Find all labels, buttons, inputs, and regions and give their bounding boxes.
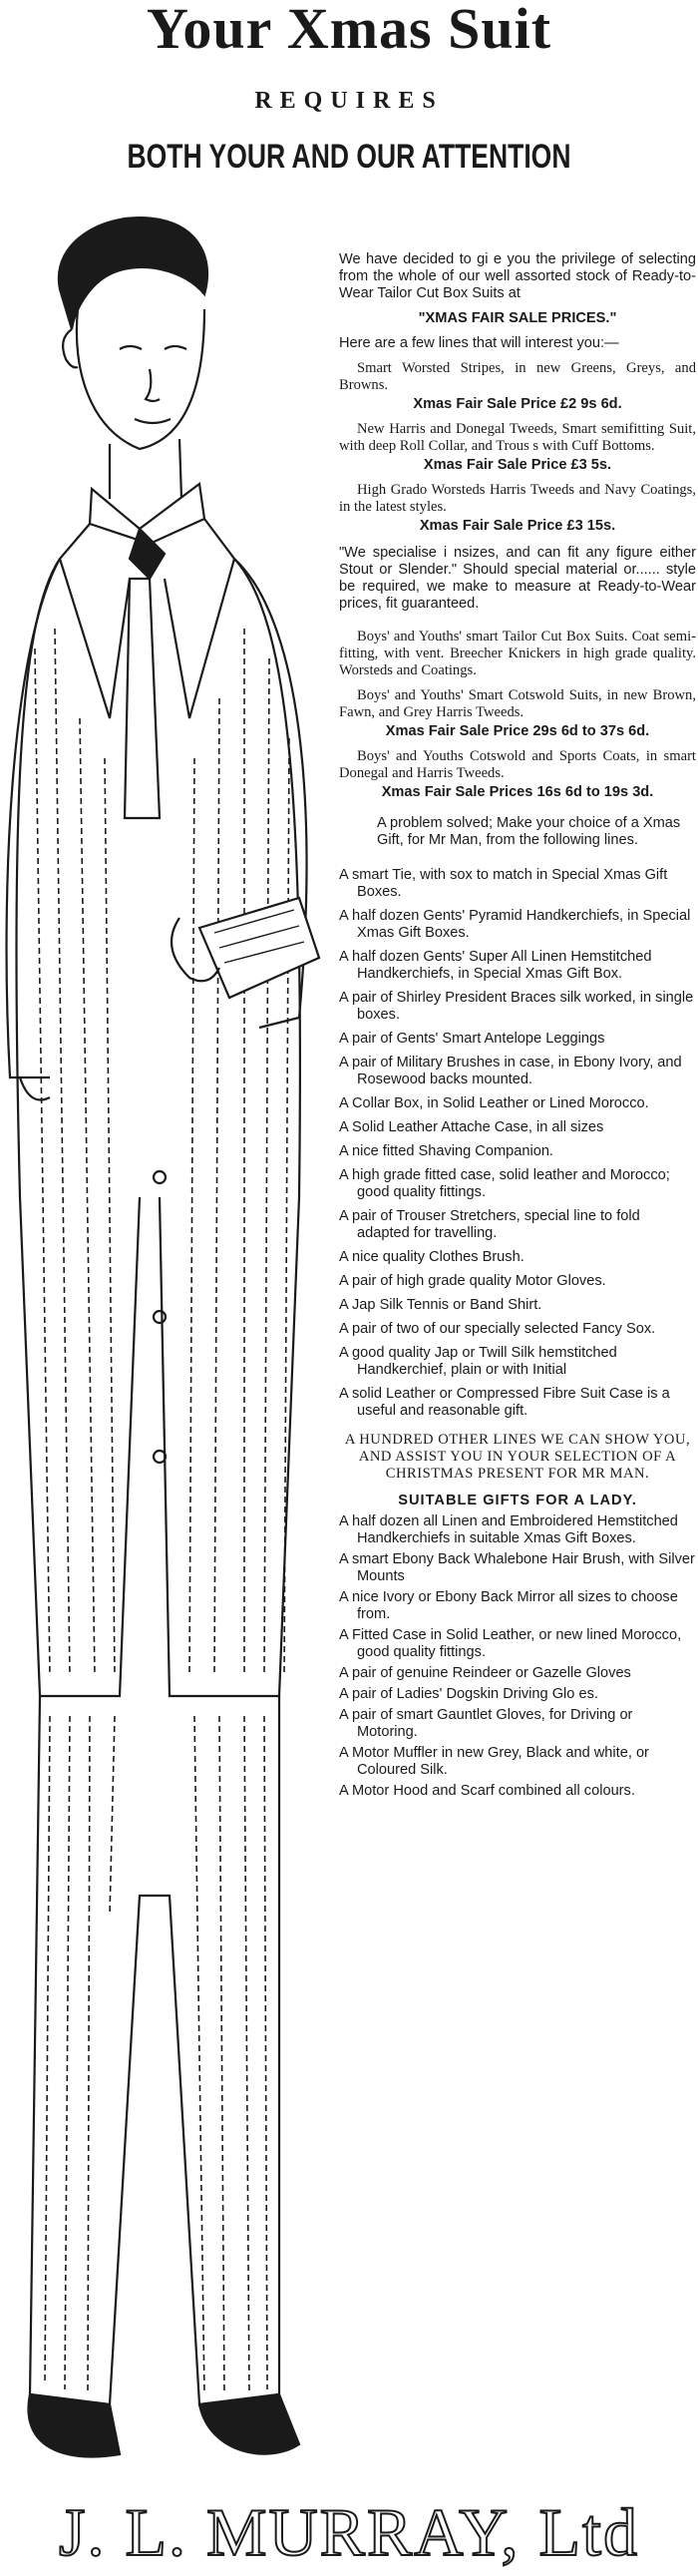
lady-heading: SUITABLE GIFTS FOR A LADY. (398, 1493, 637, 1508)
lady-gift-item: A half dozen all Linen and Embroidered Hemstitched Handkerchiefs in suitable Xmas Gift Boxes. (339, 1513, 678, 1546)
gift-item: A solid Leather or Compressed Fibre Suit Case is a useful and reasonable gift. (339, 1386, 670, 1419)
gift-item: A Collar Box, in Solid Leather or Lined Morocco. (339, 1095, 649, 1111)
headline: Your Xmas Suit (146, 0, 552, 61)
gift-item: A pair of Military Brushes in case, in Ebony Ivory, and Rosewood backs mounted. (339, 1055, 682, 1087)
advert-copy (339, 251, 696, 1804)
lines-intro: Here are a few lines that will interest you:— (339, 335, 619, 351)
gift-item: A high grade fitted case, solid leather and Morocco; good quality fittings. (339, 1167, 670, 1200)
store-name-footer: J. L. MURRAY, Ltd (59, 2494, 639, 2570)
lady-gift-item: A Motor Muffler in new Grey, Black and white, or Coloured Silk. (339, 1745, 649, 1778)
suit-item: Smart Worsted Stripes, in new Greens, Greys, and Browns. (339, 360, 696, 393)
man-in-suit-illustration (0, 200, 339, 2484)
subheadline-requires: REQUIRES (254, 88, 444, 114)
gift-item: A pair of Trouser Stretchers, special line to fold adapted for travelling. (339, 1208, 640, 1241)
lady-gift-item: A pair of genuine Reindeer or Gazelle Gloves (339, 1665, 631, 1681)
boys-item: Boys' and Youths' Smart Cotswold Suits, in new Brown, Fawn, and Grey Harris Tweeds. (339, 687, 696, 720)
suit-price: Xmas Fair Sale Price £3 5s. (423, 457, 612, 473)
boys-item: Boys' and Youths' smart Tailor Cut Box Suits. Coat semi-fitting, with vent. Breecher Knickers in high grade quality. Worsteds and Coatings. (339, 629, 696, 678)
gift-item: A pair of Shirley President Braces silk worked, in single boxes. (339, 990, 694, 1023)
lady-gift-item: A Fitted Case in Solid Leather, or new lined Morocco, good quality fittings. (339, 1627, 682, 1660)
boys-price: Xmas Fair Sale Price 29s 6d to 37s 6d. (385, 723, 650, 739)
intro-paragraph: We have decided to gi e you the privilege of selecting from the whole of our well assorted stock of Ready-to-Wear Tailor Cut Box Suits at (339, 251, 696, 301)
hundred-lines-note: A HUNDRED OTHER LINES WE CAN SHOW YOU, AND ASSIST YOU IN YOUR SELECTION OF A CHRISTMAS PRESENT FOR MR MAN. (344, 1432, 691, 1482)
boys-price: Xmas Fair Sale Prices 16s 6d to 19s 3d. (381, 784, 654, 800)
lady-gift-item: A Motor Hood and Scarf combined all colours. (339, 1783, 635, 1799)
lady-gift-item: A pair of Ladies' Dogskin Driving Glo es. (339, 1686, 598, 1702)
specialise-note: "We specialise i nsizes, and can fit any figure either Stout or Slender." Should special material or...... style be required, we make to measure at Ready-to-Wear prices, fit guaranteed. (339, 545, 696, 612)
gift-item: A pair of high grade quality Motor Gloves. (339, 1273, 606, 1289)
suit-price: Xmas Fair Sale Price £2 9s 6d. (413, 396, 622, 412)
gift-item: A half dozen Gents' Pyramid Handkerchiefs, in Special Xmas Gift Boxes. (339, 908, 691, 941)
gift-item: A pair of two of our specially selected Fancy Sox. (339, 1321, 656, 1337)
lady-gift-item: A nice Ivory or Ebony Back Mirror all sizes to choose from. (339, 1589, 678, 1622)
lady-gift-item: A smart Ebony Back Whalebone Hair Brush, with Silver Mounts (339, 1551, 695, 1584)
gift-item: A Solid Leather Attache Case, in all sizes (339, 1119, 604, 1135)
suit-item: New Harris and Donegal Tweeds, Smart semifitting Suit, with deep Roll Collar, and Trous s with Cuff Bottoms. (339, 421, 696, 454)
boys-item: Boys' and Youths Cotswold and Sports Coats, in smart Donegal and Harris Tweeds. (339, 748, 696, 781)
lady-gift-item: A pair of smart Gauntlet Gloves, for Driving or Motoring. (339, 1707, 633, 1740)
subheadline-attention: BOTH YOUR AND OUR ATTENTION (127, 138, 571, 176)
sale-heading: "XMAS FAIR SALE PRICES." (418, 310, 617, 326)
suit-price: Xmas Fair Sale Price £3 15s. (419, 518, 616, 534)
gift-item: A nice quality Clothes Brush. (339, 1249, 524, 1265)
gift-item: A half dozen Gents' Super All Linen Hemstitched Handkerchiefs, in Special Xmas Gift Box. (339, 949, 652, 982)
gift-item: A Jap Silk Tennis or Band Shirt. (339, 1297, 542, 1313)
gift-item: A pair of Gents' Smart Antelope Leggings (339, 1031, 605, 1047)
suit-item: High Grado Worsteds Harris Tweeds and Navy Coatings, in the latest styles. (339, 482, 696, 515)
gift-item: A good quality Jap or Twill Silk hemstitched Handkerchief, plain or with Initial (339, 1345, 617, 1378)
problem-solved: A problem solved; Make your choice of a Xmas Gift, for Mr Man, from the following lines. (377, 815, 681, 848)
gift-item: A nice fitted Shaving Companion. (339, 1143, 553, 1159)
gift-item: A smart Tie, with sox to match in Special Xmas Gift Boxes. (339, 867, 668, 900)
